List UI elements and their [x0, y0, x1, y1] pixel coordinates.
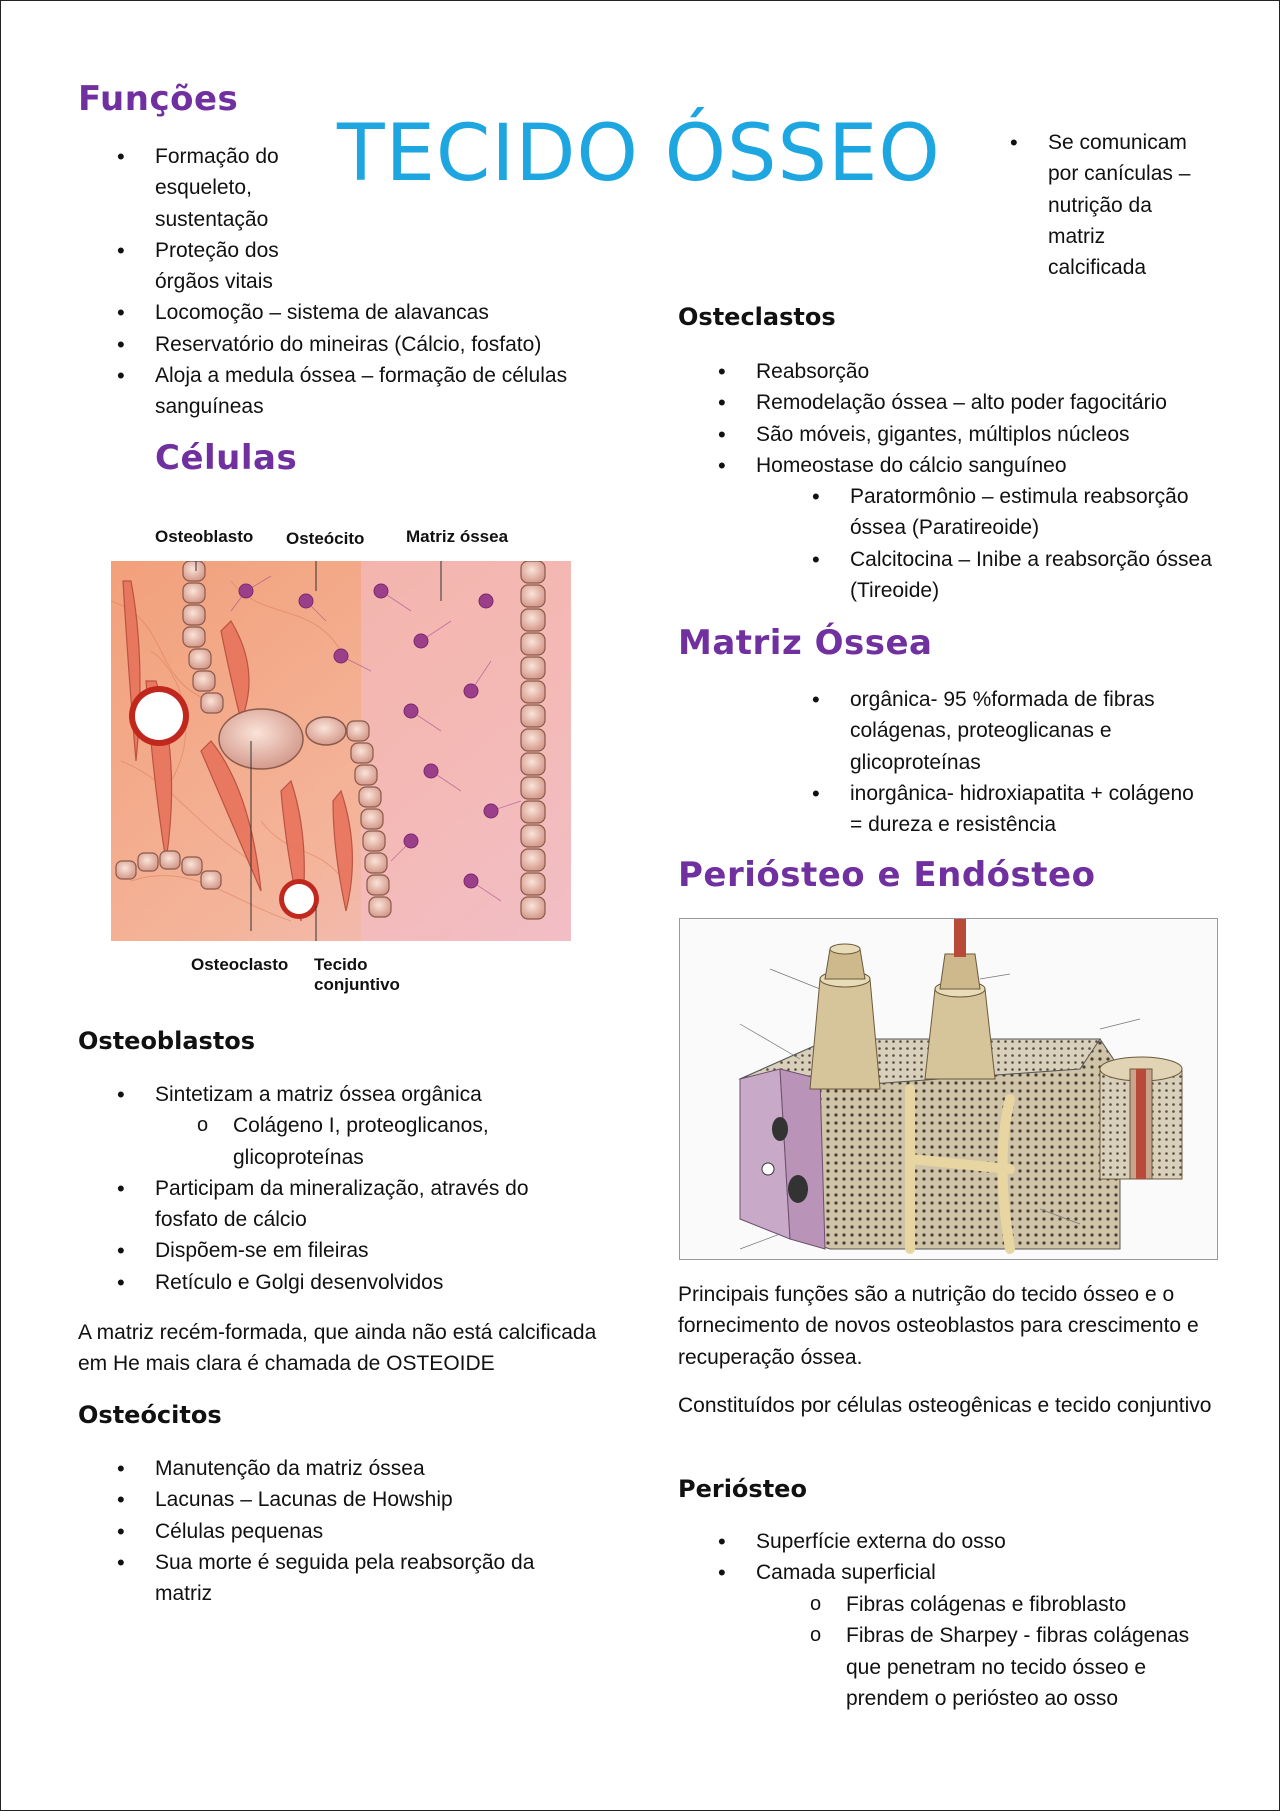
- figure-label-osteoblasto: Osteoblasto: [155, 527, 254, 546]
- list-item: • Se comunicam por canículas – nutrição da matriz calcificada: [1048, 127, 1208, 283]
- osteoide-note: A matriz recém-formada, que ainda não está calcificada em He mais clara é chamada de OSTEOIDE: [78, 1321, 597, 1376]
- page-title: TECIDO ÓSSEO: [337, 109, 941, 199]
- funcoes-heading: Funções: [78, 79, 239, 119]
- list-item: • Locomoção – sistema de alavancas: [155, 297, 595, 328]
- list-item: • Manutenção da matriz óssea: [155, 1453, 575, 1484]
- periosteo-endosteo-para2: Constituídos por células osteogênicas e tecido conjuntivo: [678, 1394, 1212, 1417]
- communication-list: [1048, 127, 1208, 283]
- list-subitem: • Paratormônio – estimula reabsorção óssea (Paratireoide): [850, 481, 1230, 544]
- list-item: • Dispõem-se em fileiras: [155, 1235, 575, 1266]
- list-item: • Aloja a medula óssea – formação de células sanguíneas: [155, 360, 585, 423]
- list-subitem: • Calcitocina – Inibe a reabsorção óssea (Tireoide): [850, 544, 1230, 607]
- bone-cells-illustration: [111, 561, 571, 941]
- list-item: • Células pequenas: [155, 1516, 575, 1547]
- osteoclastos-heading: Osteclastos: [678, 303, 836, 331]
- list-item: • Lacunas – Lacunas de Howship: [155, 1484, 575, 1515]
- list-item: • Retículo e Golgi desenvolvidos: [155, 1267, 575, 1298]
- list-item: • Sua morte é seguida pela reabsorção da matriz: [155, 1547, 545, 1610]
- list-item: • São móveis, gigantes, múltiplos núcleos: [756, 419, 1236, 450]
- figure-label-osteocito: Osteócito: [286, 529, 365, 548]
- list-item: • Formação do esqueleto, sustentação: [155, 141, 295, 235]
- bone-cells-figure: [111, 523, 571, 1001]
- funcoes-list: [155, 141, 595, 423]
- list-item: • Reabsorção: [756, 356, 1236, 387]
- periosteo-heading: Periósteo: [678, 1475, 807, 1503]
- list-subitem: o Fibras colágenas e fibroblasto: [846, 1589, 1226, 1620]
- figure-label-tecido: Tecido: [314, 955, 368, 974]
- list-item: • Proteção dos órgãos vitais: [155, 235, 295, 298]
- osteoblastos-list: [155, 1079, 575, 1298]
- osteocitos-heading: Osteócitos: [78, 1401, 222, 1429]
- bone-structure-figure: [679, 918, 1218, 1260]
- list-item: • Remodelação óssea – alto poder fagocitário: [756, 387, 1236, 418]
- list-subitem: o Fibras de Sharpey - fibras colágenas que penetram no tecido ósseo e prendem o periósteo ao osso: [846, 1620, 1226, 1714]
- osteocitos-list: [155, 1453, 575, 1609]
- osteoclastos-list: [756, 356, 1236, 481]
- osteoblastos-heading: Osteoblastos: [78, 1027, 256, 1055]
- celulas-heading: Células: [155, 438, 298, 478]
- periosteo-endosteo-heading: Periósteo e Endósteo: [678, 855, 1096, 895]
- list-item: • Reservatório do mineiras (Cálcio, fosfato): [155, 329, 595, 360]
- list-item: • Sintetizam a matriz óssea orgânica: [155, 1079, 575, 1110]
- list-item: • orgânica- 95 %formada de fibras colágenas, proteoglicanas e glicoproteínas: [850, 684, 1200, 778]
- matriz-heading: Matriz Óssea: [678, 623, 933, 663]
- figure-label-conjuntivo: conjuntivo: [314, 975, 400, 994]
- periosteo-list: [756, 1526, 1226, 1589]
- figure-label-osteoclasto: Osteoclasto: [191, 955, 289, 974]
- compact-bone-illustration: [680, 919, 1217, 1259]
- list-item: • Participam da mineralização, através do fosfato de cálcio: [155, 1173, 575, 1236]
- list-item: • inorgânica- hidroxiapatita + colágeno = dureza e resistência: [850, 778, 1200, 841]
- figure-label-matriz: Matriz óssea: [406, 527, 509, 546]
- periosteo-sublist: [846, 1589, 1226, 1714]
- list-item: • Superfície externa do osso: [756, 1526, 1226, 1557]
- list-subitem: o Colágeno I, proteoglicanos, glicoproteínas: [233, 1110, 533, 1173]
- osteoclastos-sublist: [850, 481, 1230, 606]
- list-item: • Camada superficial: [756, 1557, 1226, 1588]
- matriz-list: [850, 684, 1200, 840]
- periosteo-endosteo-para1: Principais funções são a nutrição do tecido ósseo e o fornecimento de novos osteoblastos para crescimento e recuperação óssea.: [678, 1283, 1199, 1369]
- list-item: • Homeostase do cálcio sanguíneo: [756, 450, 1236, 481]
